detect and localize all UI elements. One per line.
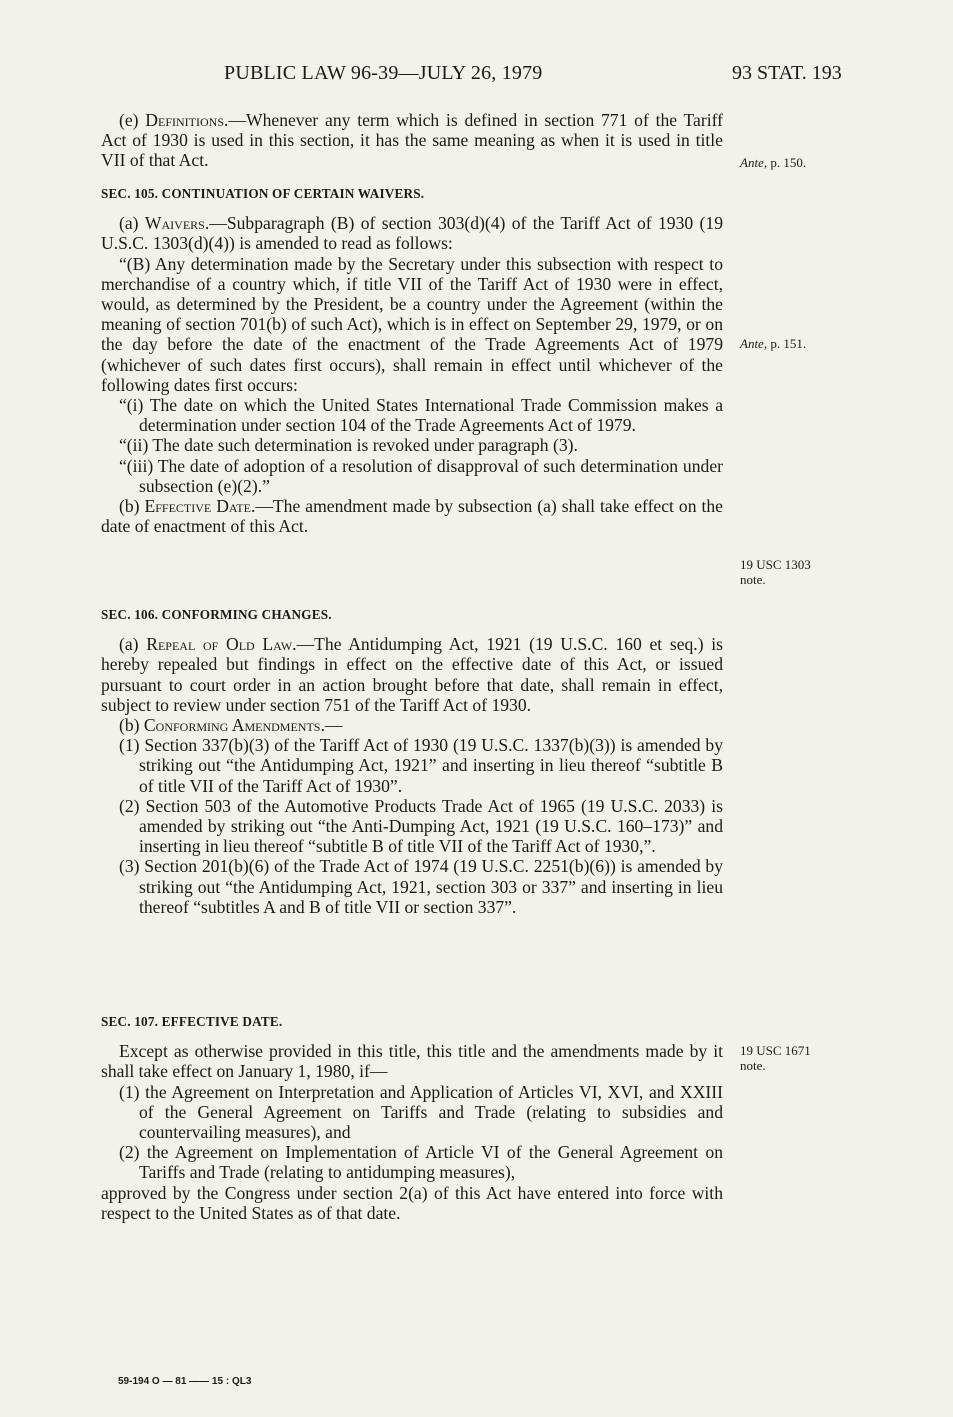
sec-105-a-paragraph: (a) Waivers.—Subparagraph (B) of section 303(d)(4) of the Tariff Act of 1930 (19 U.S.C. 1303(d)(4)) is amended to read as follows:: [101, 213, 723, 254]
sec-106-b-paragraph: (b) Conforming Amendments.—: [119, 715, 343, 736]
page-header-title: PUBLIC LAW 96-39—JULY 26, 1979: [224, 62, 543, 84]
sec-107-item-1: (1) the Agreement on Interpretation and Application of Articles VI, XVI, and XXIII of the General Agreement on Tariffs and Trade (relating to subsidies and countervailing measures), and: [119, 1081, 723, 1143]
sec-105-item-ii: “(ii) The date such determination is revoked under paragraph (3).: [119, 435, 578, 456]
sec-105-a-term: Waivers: [144, 213, 205, 234]
definitions-block: [101, 110, 723, 171]
sec-106-a-term: Repeal of Old Law: [146, 634, 293, 655]
sec-106-block: [101, 605, 723, 917]
sec-107-block: [101, 1012, 723, 1223]
sec-106-b-term: Conforming Amendments: [143, 715, 321, 736]
sec-106-item-2: (2) Section 503 of the Automotive Products Trade Act of 1965 (19 U.S.C. 2033) is amended by striking out “the Anti-Dumping Act, 1921 (19 U.S.C. 160–173)” and inserting in lieu thereof “subtitle B of title VII of the Tariff Act of 1930,”.: [119, 795, 723, 857]
margin-note-usc-1303: 19 USC 1303 note.: [740, 557, 811, 587]
sec-105-quote-b: “(B) Any determination made by the Secretary under this subsection with respect to merchandise of a country which, if title VII of the Tariff Act of 1930 were in effect, would, as determined by the President, be a country under the Agreement (within the meaning of section 701(b) of such Act), which is in effect on September 29, 1979, or on the day before the date of the enactment of the Trade Agreements Act of 1979 (whichever of such dates first occurs), shall remain in effect until whichever of the following dates first occurs:: [101, 253, 723, 395]
sec-107-intro: Except as otherwise provided in this title, this title and the amendments made by it shall take effect on January 1, 1980, if—: [101, 1041, 723, 1082]
sec-105-b-term: Effective Date: [144, 496, 251, 517]
margin-note-usc-1671: 19 USC 1671 note.: [740, 1043, 811, 1073]
sec-106-a-paragraph: (a) Repeal of Old Law.—The Antidumping Act, 1921 (19 U.S.C. 160 et seq.) is hereby repealed but findings in effect on the effective date of this Act, or issued pursuant to court order in an action brought before that date, shall remain in effect, subject to review under section 751 of the Tariff Act of 1930.: [101, 634, 723, 715]
sec-106-item-1: (1) Section 337(b)(3) of the Tariff Act of 1930 (19 U.S.C. 1337(b)(3)) is amended by striking out “the Antidumping Act, 1921” and inserting in lieu thereof “subtitle B of title VII of the Tariff Act of 1930”.: [119, 735, 723, 796]
sec-106-item-3: (3) Section 201(b)(6) of the Trade Act of 1974 (19 U.S.C. 2251(b)(6)) is amended by striking out “the Antidumping Act, 1921, section 303 or 337” and inserting in lieu thereof “subtitles A and B of title VII or section 337”.: [119, 856, 723, 917]
sec-105-item-iii: “(iii) The date of adoption of a resolution of disapproval of such determination under subsection (e)(2).”: [119, 455, 723, 496]
sec-105-b-paragraph: (b) Effective Date.—The amendment made by subsection (a) shall take effect on the date of enactment of this Act.: [101, 496, 723, 537]
sec-105-heading: SEC. 105. CONTINUATION OF CERTAIN WAIVERS.: [101, 186, 425, 201]
sec-105-block: [101, 184, 723, 536]
printer-code-footer: 59-194 O — 81 —— 15 : QL3: [118, 1376, 252, 1387]
margin-note-ante-151: Ante, p. 151.: [740, 336, 807, 351]
sec-105-item-i: “(i) The date on which the United States International Trade Commission makes a determination under section 104 of the Trade Agreements Act of 1979.: [119, 395, 723, 436]
page-stat-number: 93 STAT. 193: [732, 62, 842, 84]
definitions-term: Definitions: [145, 110, 224, 130]
sec-106-heading: SEC. 106. CONFORMING CHANGES.: [101, 607, 332, 622]
definitions-paragraph: (e) Definitions.—Whenever any term which is defined in section 771 of the Tariff Act of 1930 is used in this section, it has the same meaning as when it is used in title VII of that Act.: [101, 110, 723, 171]
sec-107-item-2: (2) the Agreement on Implementation of Article VI of the General Agreement on Tariffs and Trade (relating to antidumping measures),: [119, 1142, 723, 1183]
sec-107-closing: approved by the Congress under section 2(a) of this Act have entered into force with respect to the United States as of that date.: [101, 1182, 723, 1223]
sec-107-heading: SEC. 107. EFFECTIVE DATE.: [101, 1014, 283, 1029]
margin-note-ante-150: Ante, p. 150.: [740, 155, 807, 170]
